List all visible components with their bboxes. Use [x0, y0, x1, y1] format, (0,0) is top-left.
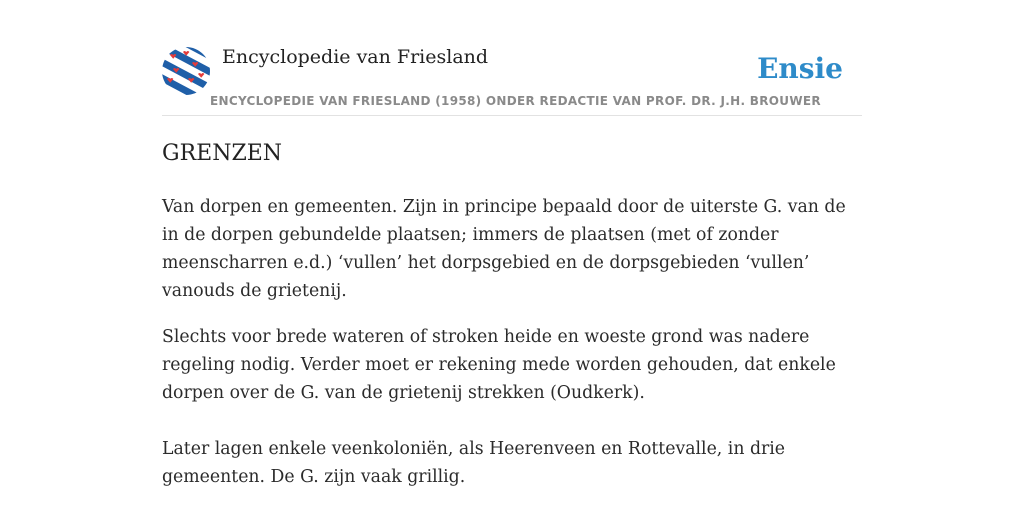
- source-subtitle: ENCYCLOPEDIE VAN FRIESLAND (1958) ONDER REDACTIE VAN PROF. DR. J.H. BROUWER: [210, 94, 821, 108]
- article-paragraph: Later lagen enkele veenkoloniën, als Heerenveen en Rottevalle, in drie gemeenten. De G. zijn vaak grillig.: [162, 439, 786, 487]
- article-body: [162, 193, 867, 491]
- article-paragraph: Van dorpen en gemeenten. Zijn in principe bepaald door de uiterste G. van de in de dorpen gebundelde plaatsen; immers de plaatsen (met of zonder meenscharren e.d.) ‘vullen’ het dorpsgebied en de dorpsgebieden ‘vullen’ vanouds de grietenij.: [162, 197, 846, 301]
- article-title: GRENZEN: [162, 141, 283, 166]
- frisian-flag-icon[interactable]: [162, 47, 210, 95]
- header: [162, 0, 862, 116]
- site-title[interactable]: Encyclopedie van Friesland: [222, 46, 489, 68]
- article-paragraph: Slechts voor brede wateren of stroken heide en woeste grond was nadere regeling nodig. Verder moet er rekening mede worden gehouden, dat enkele dorpen over de G. van de grietenij strekken (Oudkerk).: [162, 327, 836, 403]
- brand-logo-text[interactable]: Ensie: [757, 52, 843, 85]
- page: [162, 0, 862, 512]
